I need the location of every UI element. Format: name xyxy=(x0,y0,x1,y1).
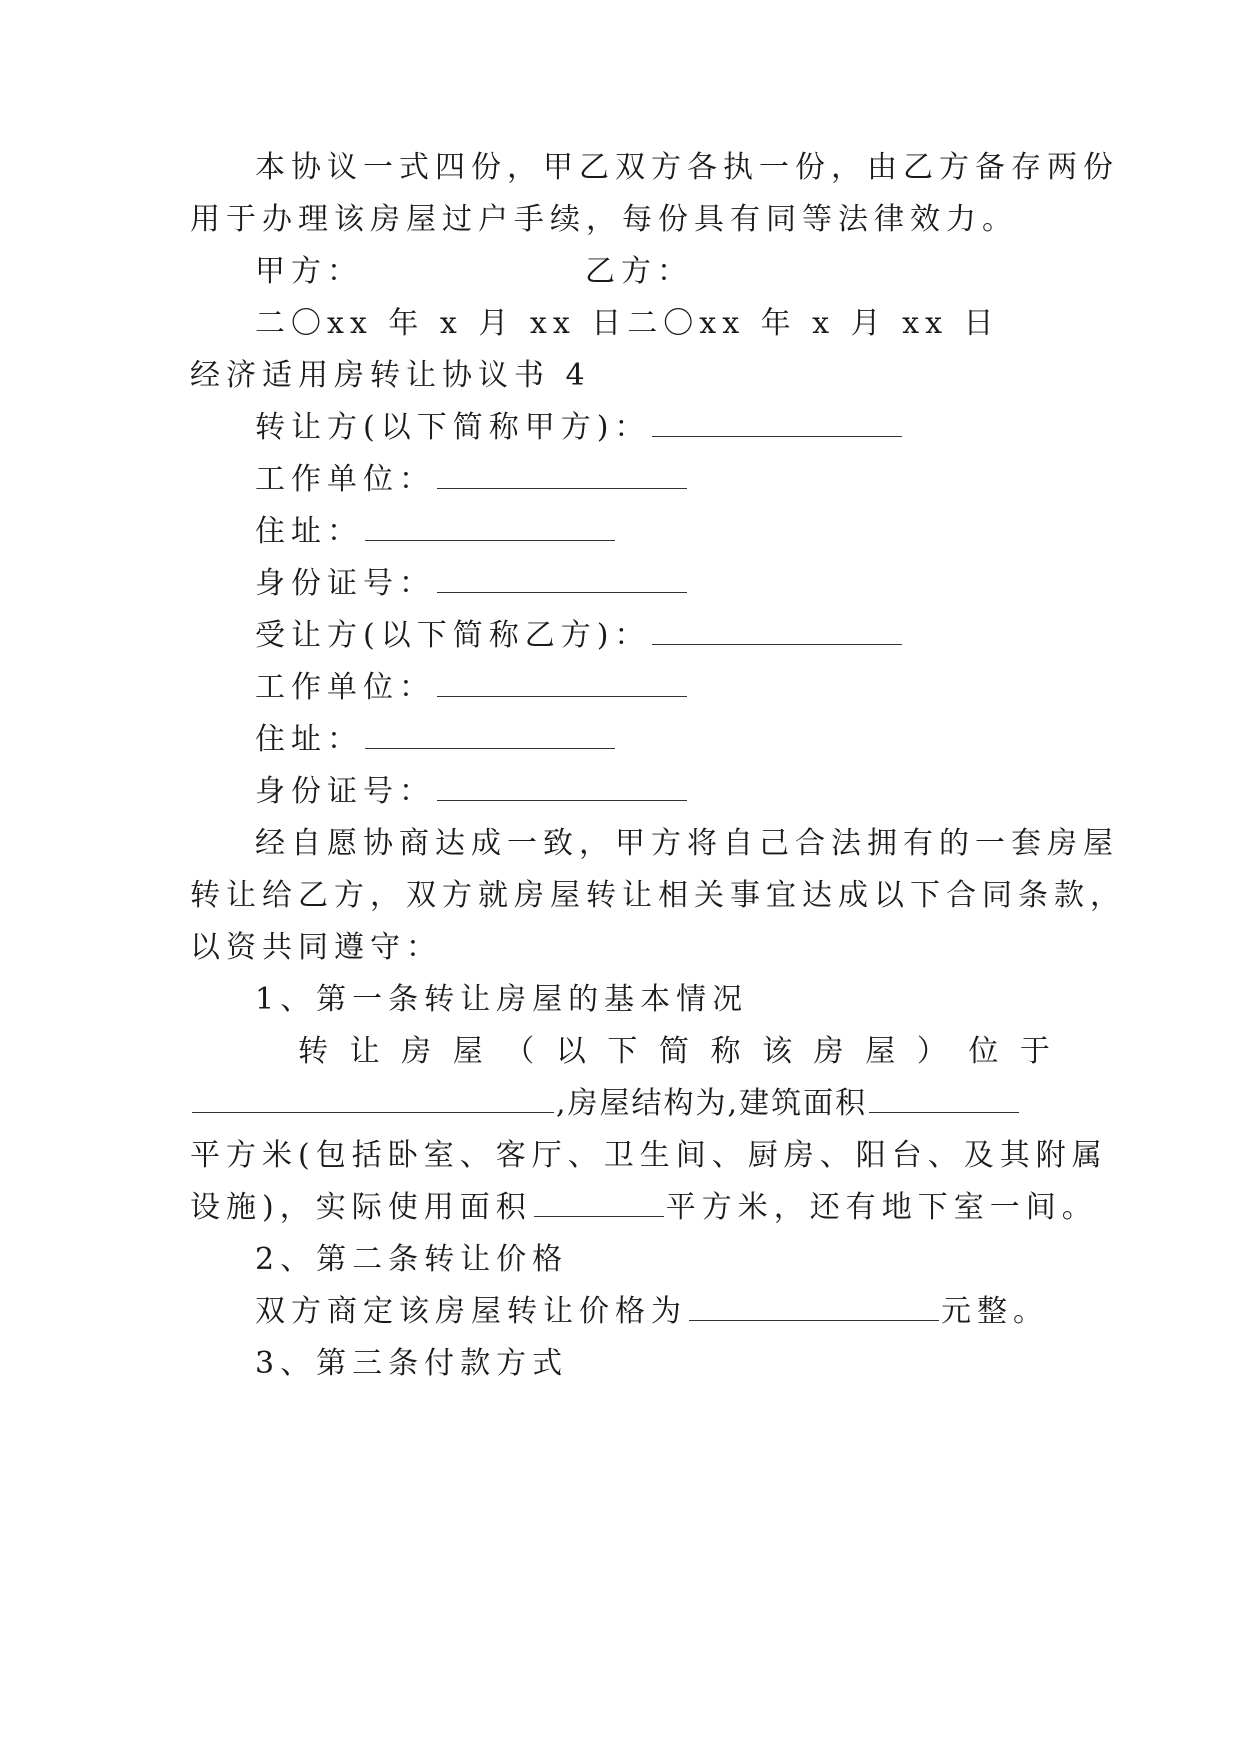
transferor-row xyxy=(255,410,904,446)
justified-char: 简 xyxy=(658,1034,689,1069)
id-blank xyxy=(437,568,687,593)
article-2-line-1 xyxy=(255,1294,1049,1330)
justified-char: ） xyxy=(916,1034,947,1069)
justified-char: 以 xyxy=(555,1034,586,1069)
id-label: 身份证号： xyxy=(255,774,435,809)
building-area-blank xyxy=(869,1088,1019,1113)
justified-char: 称 xyxy=(710,1034,741,1069)
transferor-blank xyxy=(652,412,902,437)
date-line: 二〇xx 年 x 月 xx 日二〇xx 年 x 月 xx 日 xyxy=(255,306,1000,341)
id-label: 身份证号： xyxy=(255,566,435,601)
location-blank xyxy=(192,1088,554,1113)
article-2-title: 2、第二条转让价格 xyxy=(255,1242,569,1277)
work-unit-blank xyxy=(437,464,687,489)
article-1-title: 1、第一条转让房屋的基本情况 xyxy=(255,982,749,1017)
transferee-id-row xyxy=(255,774,689,810)
work-unit-label: 工作单位： xyxy=(255,462,435,497)
transferor-address-row xyxy=(255,514,617,550)
justified-char: 房 xyxy=(813,1034,844,1069)
article-1-line-2 xyxy=(190,1086,1021,1122)
id-blank xyxy=(437,776,687,801)
justified-char: 下 xyxy=(607,1034,638,1069)
address-label: 住址： xyxy=(255,514,363,549)
address-label: 住址： xyxy=(255,722,363,757)
section-title: 经济适用房转让协议书 4 xyxy=(190,358,591,393)
justified-char: （ xyxy=(504,1034,535,1069)
address-blank xyxy=(365,516,615,541)
justified-char: 屋 xyxy=(865,1034,896,1069)
article-1-line-3: 平方米(包括卧室、客厅、卫生间、厨房、阳台、及其附属 xyxy=(190,1138,1108,1173)
justified-char: 转 xyxy=(298,1034,328,1069)
work-unit-label: 工作单位： xyxy=(255,670,435,705)
paragraph-copies-line-2: 用于办理该房屋过户手续，每份具有同等法律效力。 xyxy=(190,202,1018,237)
transferee-work-unit-row xyxy=(255,670,689,706)
transferor-work-unit-row xyxy=(255,462,689,498)
justified-char: 位 xyxy=(968,1034,999,1069)
transferee-address-row xyxy=(255,722,617,758)
paragraph-agreement-line-2: 转让给乙方，双方就房屋转让相关事宜达成以下合同条款， xyxy=(190,878,1126,913)
article-1-line-4 xyxy=(190,1190,1098,1226)
article-3-title: 3、第三条付款方式 xyxy=(255,1346,569,1381)
signature-line xyxy=(255,254,693,290)
party-a-sign-label: 甲方： xyxy=(255,254,363,289)
paragraph-copies-line-1: 本协议一式四份，甲乙双方各执一份，由乙方备存两份 xyxy=(255,150,1119,185)
justified-char: 于 xyxy=(1019,1034,1050,1069)
transferee-label: 受让方(以下简称乙方)： xyxy=(255,618,651,653)
justified-char: 该 xyxy=(762,1034,793,1069)
paragraph-agreement-line-1: 经自愿协商达成一致，甲方将自己合法拥有的一套房屋 xyxy=(255,826,1119,861)
transferee-blank xyxy=(652,620,902,645)
price-suffix: 元整。 xyxy=(941,1294,1049,1329)
work-unit-blank xyxy=(437,672,687,697)
structure-area-text: ,房屋结构为,建筑面积 xyxy=(556,1086,868,1121)
usable-area-blank xyxy=(534,1192,664,1217)
transferor-id-row xyxy=(255,566,689,602)
justified-char: 房 xyxy=(401,1034,432,1069)
price-label: 双方商定该房屋转让价格为 xyxy=(255,1294,687,1329)
address-blank xyxy=(365,724,615,749)
usable-area-suffix: 平方米，还有地下室一间。 xyxy=(665,1190,1098,1225)
paragraph-agreement-line-3: 以资共同遵守： xyxy=(190,930,442,965)
party-b-sign-label: 乙方： xyxy=(585,254,693,289)
justified-char: 让 xyxy=(349,1034,380,1069)
price-blank xyxy=(689,1296,939,1321)
justified-char: 屋 xyxy=(452,1034,483,1069)
transferor-label: 转让方(以下简称甲方)： xyxy=(255,410,651,445)
usable-area-label: 设施)，实际使用面积 xyxy=(190,1190,532,1225)
transferee-row xyxy=(255,618,904,654)
article-1-line-1 xyxy=(298,1034,1050,1070)
